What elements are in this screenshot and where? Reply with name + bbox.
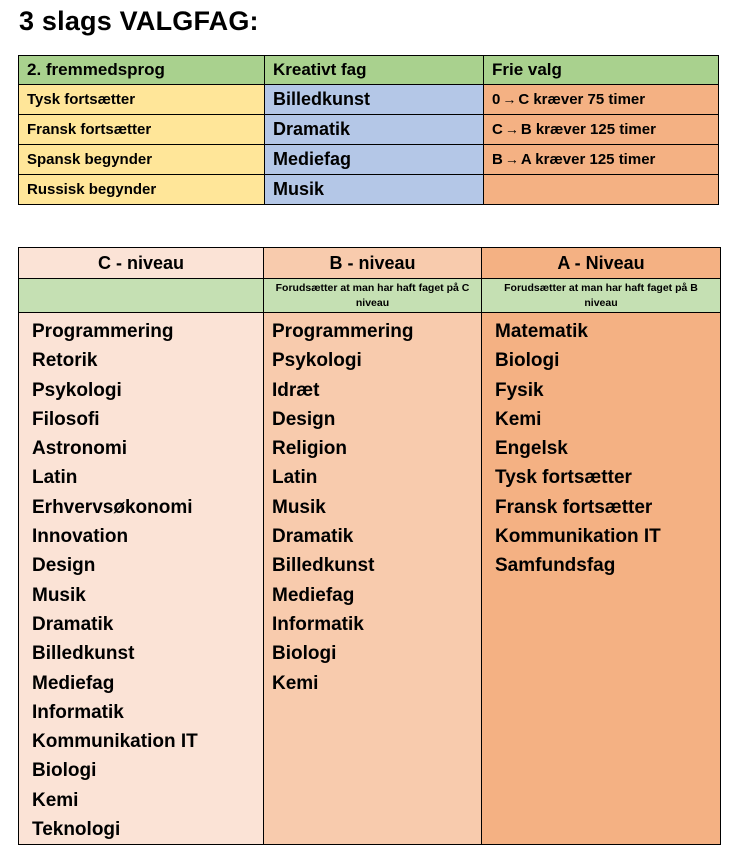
header-a-level: A - Niveau [482,248,721,279]
list-item: Latin [272,467,318,489]
header-language: 2. fremmedsprog [19,56,265,85]
list-item: Filosofi [32,408,100,430]
list-item: Billedkunst [272,555,375,577]
list-item: Matematik [495,321,588,342]
level-requirement: B kræver 125 timer [520,121,656,138]
list-item: Informatik [32,701,124,723]
table-header-row [19,56,719,85]
prerequisite-a: Forudsætter at man har haft faget på B niveau [482,279,721,313]
level-requirement: C kræver 75 timer [518,91,646,108]
arrow-right-icon: → [504,151,519,167]
b-level-subject-list [272,313,481,698]
b-level-cell [264,313,482,845]
list-item: Biologi [32,760,97,782]
header-free: Frie valg [484,56,719,85]
list-item: Musik [32,584,86,606]
level-from: 0 [492,91,501,108]
list-item: Dramatik [32,613,114,635]
language-cell: Spansk begynder [19,145,265,175]
list-item: Latin [32,467,78,489]
language-cell: Fransk fortsætter [19,115,265,145]
language-cell: Russisk begynder [19,175,265,205]
c-level-subject-list [32,313,263,844]
arrow-right-icon: → [504,121,519,137]
electives-overview-table [18,55,719,205]
list-item: Mediefag [272,584,355,606]
list-item: Samfundsfag [495,555,616,577]
creative-cell: Dramatik [265,115,484,145]
list-item: Fysik [495,379,544,401]
level-requirement: A kræver 125 timer [520,151,656,168]
list-item: Kommunikation IT [495,526,661,548]
page-title: 3 slags VALGFAG: [19,6,259,36]
list-item: Kemi [32,789,79,811]
prerequisite-b: Forudsætter at man har haft faget på C niveau [264,279,482,313]
table-row [19,115,719,145]
list-item: Astronomi [32,438,127,460]
list-item: Biologi [272,643,337,665]
creative-cell: Musik [265,175,484,205]
list-item: Kommunikation IT [32,731,198,753]
levels-header-row [19,248,721,279]
table-row [19,85,719,115]
free-choice-cell-empty [484,175,719,205]
list-item: Engelsk [495,438,568,460]
list-item: Design [32,555,96,577]
level-from: B [492,151,503,168]
list-item: Dramatik [272,526,354,548]
list-item: Fransk fortsætter [495,496,653,518]
list-item: Musik [272,496,326,518]
levels-table [18,247,721,845]
table-row [19,175,719,205]
a-level-subject-list [495,313,720,581]
list-item: Design [272,408,336,430]
list-item: Tysk fortsætter [495,467,632,489]
table-row [19,145,719,175]
list-item: Informatik [272,613,364,635]
list-item: Psykologi [272,350,362,372]
list-item: Erhvervsøkonomi [32,496,193,518]
list-item: Billedkunst [32,643,135,665]
list-item: Retorik [32,350,98,372]
a-level-cell [482,313,721,845]
prerequisite-c [19,279,264,313]
creative-cell: Billedkunst [265,85,484,115]
list-item: Kemi [272,672,319,694]
level-from: C [492,121,503,138]
list-item: Biologi [495,350,560,372]
list-item: Programmering [272,321,414,342]
list-item: Teknologi [32,819,121,841]
language-cell: Tysk fortsætter [19,85,265,115]
prerequisite-row [19,279,721,313]
header-b-level: B - niveau [264,248,482,279]
list-item: Idræt [272,379,320,401]
creative-cell: Mediefag [265,145,484,175]
subjects-row [19,313,721,845]
list-item: Mediefag [32,672,115,694]
free-choice-cell [484,145,719,175]
free-choice-cell [484,85,719,115]
arrow-right-icon: → [502,91,517,107]
free-choice-cell [484,115,719,145]
list-item: Programmering [32,321,174,342]
header-creative: Kreativt fag [265,56,484,85]
list-item: Psykologi [32,379,122,401]
list-item: Kemi [495,408,542,430]
list-item: Religion [272,438,347,460]
header-c-level: C - niveau [19,248,264,279]
list-item: Innovation [32,526,129,548]
c-level-cell [19,313,264,845]
